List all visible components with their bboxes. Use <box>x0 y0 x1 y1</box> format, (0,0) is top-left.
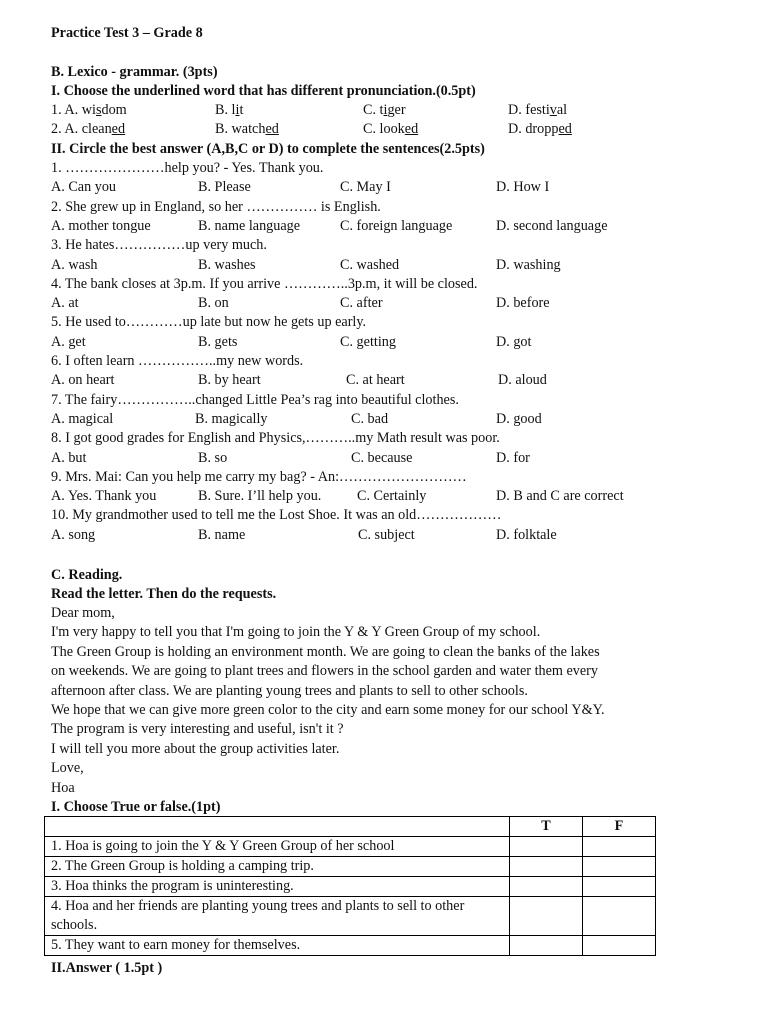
underlined-letters: ed <box>558 121 572 137</box>
true-false-heading: I. Choose True or false.(1pt) <box>51 799 221 815</box>
option-text: C. look <box>363 121 405 137</box>
answer-option[interactable]: C. washed <box>340 256 400 273</box>
answer-option[interactable]: D. good <box>496 410 542 427</box>
true-false-table <box>44 816 656 956</box>
answer-option[interactable]: B. Sure. I’ll help you. <box>198 488 322 505</box>
question-text: 2. She grew up in England, so her …………… is English. <box>51 198 381 215</box>
underlined-letters: v <box>549 102 557 118</box>
answer-option[interactable]: C. subject <box>358 526 415 543</box>
answer-option[interactable]: B. by heart <box>198 372 261 389</box>
letter-line: on weekends. We are going to plant trees and flowers in the school garden and water them every <box>51 663 598 680</box>
option-text: B. watch <box>215 121 266 137</box>
question-text: 6. I often learn ……………..my new words. <box>51 353 304 369</box>
pronunciation-option[interactable] <box>215 121 279 138</box>
true-answer-cell[interactable] <box>510 837 583 857</box>
true-answer-cell[interactable] <box>510 936 583 956</box>
false-column-header: F <box>583 817 656 837</box>
false-answer-cell[interactable] <box>583 837 656 857</box>
page-title: Practice Test 3 – Grade 8 <box>51 25 203 41</box>
answer-option[interactable]: B. gets <box>198 333 238 350</box>
answer-option[interactable]: D. aloud <box>498 372 547 389</box>
table-row <box>45 936 656 956</box>
question-text: 8. I got good grades for English and Physics,………..my Math result was poor. <box>51 430 500 447</box>
underlined-letters: i <box>235 102 240 118</box>
answer-option[interactable]: A. on heart <box>51 372 115 389</box>
underlined-letters: s <box>95 102 102 118</box>
question-text: 1. …………………help you? - Yes. Thank you. <box>51 160 324 176</box>
answer-option[interactable]: C. bad <box>351 410 389 427</box>
answer-option[interactable]: D. B and C are correct <box>496 488 624 505</box>
answer-option[interactable]: B. so <box>198 449 228 466</box>
answer-option[interactable]: A. but <box>51 449 87 466</box>
statement-cell: 2. The Green Group is holding a camping trip. <box>45 857 510 877</box>
table-header-row <box>45 817 656 837</box>
option-text: al <box>556 102 568 118</box>
true-column-header: T <box>510 817 583 837</box>
question-text: 4. The bank closes at 3p.m. If you arrive …………..3p.m, it will be closed. <box>51 275 478 292</box>
option-text: B. l <box>215 102 236 118</box>
option-text: D. dropp <box>508 121 559 137</box>
option-text: t <box>239 102 244 118</box>
question-text: 10. My grandmother used to tell me the Lost Shoe. It was an old……………… <box>51 507 502 524</box>
pronunciation-option[interactable] <box>363 121 418 138</box>
option-text: D. festi <box>508 102 550 118</box>
question-text: 3. He hates……………up very much. <box>51 237 267 254</box>
section-b-heading: B. Lexico - grammar. (3pts) <box>51 64 218 80</box>
answer-option[interactable]: A. at <box>51 295 79 312</box>
letter-line: I will tell you more about the group activities later. <box>51 740 340 757</box>
letter-line: Love, <box>51 760 84 777</box>
question-text: 9. Mrs. Mai: Can you help me carry my bag? - An:……………………… <box>51 468 467 485</box>
statement-cell: 4. Hoa and her friends are planting young trees and plants to sell to other schools. <box>45 897 510 936</box>
answer-option[interactable]: C. May I <box>340 179 391 196</box>
answer-option[interactable]: D. How I <box>496 179 550 196</box>
option-text: dom <box>101 102 127 118</box>
part-i-heading: I. Choose the underlined word that has different pronunciation.(0.5pt) <box>51 83 476 99</box>
false-answer-cell[interactable] <box>583 877 656 897</box>
statement-cell: 5. They want to earn money for themselves. <box>45 936 510 956</box>
pronunciation-option[interactable] <box>508 102 567 119</box>
answer-option[interactable]: B. washes <box>198 256 256 273</box>
underlined-letters: ed <box>404 121 419 137</box>
answer-option[interactable]: B. on <box>198 295 229 312</box>
true-answer-cell[interactable] <box>510 877 583 897</box>
pronunciation-option[interactable] <box>51 102 127 119</box>
answer-option[interactable]: D. before <box>496 295 550 312</box>
answer-option[interactable]: A. get <box>51 333 86 350</box>
part-ii-heading: II. Circle the best answer (A,B,C or D) to complete the sentences(2.5pts) <box>51 141 485 157</box>
letter-line: The program is very interesting and useful, isn't it ? <box>51 721 344 738</box>
answer-option[interactable]: B. name <box>198 526 246 543</box>
table-row <box>45 857 656 877</box>
option-text: ger <box>387 102 406 118</box>
statement-cell: 1. Hoa is going to join the Y & Y Green Group of her school <box>45 837 510 857</box>
false-answer-cell[interactable] <box>583 936 656 956</box>
statement-header-cell <box>45 817 510 837</box>
answer-option[interactable]: C. foreign language <box>340 217 453 234</box>
option-text: 1. A. wi <box>51 102 96 118</box>
answer-option[interactable]: D. second language <box>496 217 608 234</box>
answer-option[interactable]: B. name language <box>198 217 301 234</box>
section-c-heading: C. Reading. <box>51 567 123 583</box>
answer-option[interactable]: B. magically <box>195 410 268 427</box>
answer-option[interactable]: A. wash <box>51 256 98 273</box>
letter-line: The Green Group is holding an environment month. We are going to clean the banks of the lakes <box>51 643 600 660</box>
statement-cell: 3. Hoa thinks the program is uninteresting. <box>45 877 510 897</box>
pronunciation-option[interactable] <box>215 102 243 119</box>
answer-option[interactable]: A. song <box>51 526 96 543</box>
true-answer-cell[interactable] <box>510 897 583 936</box>
underlined-letters: ed <box>265 121 279 137</box>
answer-option[interactable]: C. after <box>340 295 383 312</box>
answer-option[interactable]: B. Please <box>198 179 251 196</box>
answer-heading: II.Answer ( 1.5pt ) <box>51 960 163 976</box>
answer-option[interactable]: C. Certainly <box>357 488 427 505</box>
answer-option[interactable]: C. at heart <box>346 372 405 389</box>
answer-option[interactable]: A. Yes. Thank you <box>51 488 157 505</box>
answer-option[interactable]: A. mother tongue <box>51 217 151 234</box>
question-text: 7. The fairy……………..changed Little Pea’s rag into beautiful clothes. <box>51 391 459 408</box>
option-text: C. t <box>363 102 384 118</box>
false-answer-cell[interactable] <box>583 857 656 877</box>
answer-option[interactable]: A. magical <box>51 410 114 427</box>
letter-line: We hope that we can give more green color to the city and earn some money for our school Y&Y. <box>51 702 605 718</box>
table-row <box>45 897 656 936</box>
answer-option[interactable]: A. Can you <box>51 179 117 196</box>
underlined-letters: ed <box>111 121 126 137</box>
table-row <box>45 837 656 857</box>
question-text: 5. He used to…………up late but now he gets up early. <box>51 314 367 331</box>
answer-option[interactable]: C. getting <box>340 333 396 350</box>
option-text: 2. A. clean <box>51 121 112 137</box>
pronunciation-option[interactable] <box>508 121 572 138</box>
answer-option[interactable]: C. because <box>351 449 413 466</box>
answer-option[interactable]: D. for <box>496 449 530 466</box>
answer-option[interactable]: D. washing <box>496 256 561 273</box>
letter-line: afternoon after class. We are planting young trees and plants to sell to other schools. <box>51 682 528 699</box>
true-answer-cell[interactable] <box>510 857 583 877</box>
answer-option[interactable]: D. folktale <box>496 526 557 543</box>
underlined-letters: i <box>383 102 388 118</box>
pronunciation-option[interactable] <box>363 102 406 119</box>
false-answer-cell[interactable] <box>583 897 656 936</box>
answer-option[interactable]: D. got <box>496 333 532 350</box>
letter-line: I'm very happy to tell you that I'm going to join the Y & Y Green Group of my school. <box>51 624 541 641</box>
letter-line: Dear mom, <box>51 605 115 621</box>
reading-instruction: Read the letter. Then do the requests. <box>51 586 277 602</box>
pronunciation-option[interactable] <box>51 121 125 138</box>
table-row <box>45 877 656 897</box>
letter-line: Hoa <box>51 779 75 796</box>
